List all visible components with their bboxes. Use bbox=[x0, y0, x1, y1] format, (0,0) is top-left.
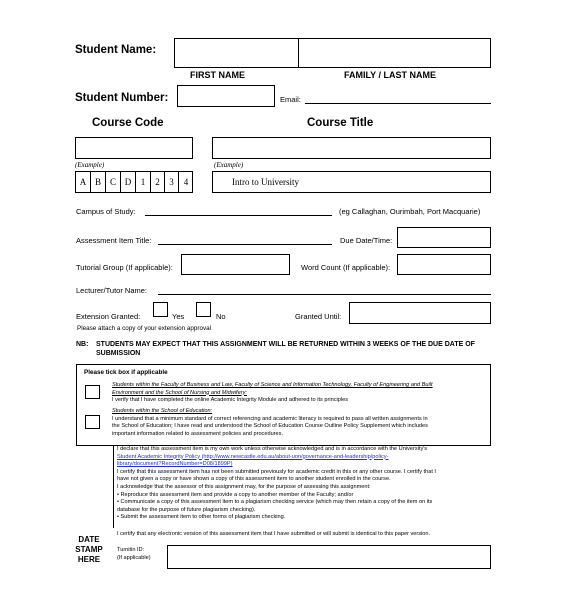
code-char: D bbox=[121, 172, 136, 192]
campus-label: Campus of Study: bbox=[76, 207, 136, 216]
tick-checkbox-1[interactable] bbox=[85, 385, 100, 399]
family-name-caption: FAMILY / LAST NAME bbox=[344, 70, 437, 80]
stamp-line-1: DATE bbox=[78, 535, 100, 544]
campus-field[interactable] bbox=[145, 215, 332, 216]
course-code-example bbox=[75, 171, 193, 193]
yes-label: Yes bbox=[172, 312, 185, 321]
tick-item-1-line-2: Environment and the School of Nursing and Midwifery: bbox=[112, 389, 247, 396]
campus-example: (eg Callaghan, Ourimbah, Port Macquarie) bbox=[339, 207, 481, 216]
tick-item-2-line-2: I understand that a minimum standard of correct referencing and academic literacy is required to pass all written assignments in bbox=[112, 415, 428, 422]
declaration-line-4: I certify that this assessment item has not been submitted previously for academic credit in this or any other course. I certify that I bbox=[117, 468, 436, 475]
extension-note: Please attach a copy of your extension approval bbox=[77, 325, 212, 332]
tick-item-1-line-3: I verify that I have completed the online Academic Integrity Module and adhered to its principles bbox=[112, 397, 349, 404]
code-char: 2 bbox=[151, 172, 165, 192]
course-title-example-label: (Example) bbox=[214, 161, 244, 169]
turnitin-sublabel: (If applicable) bbox=[117, 554, 151, 561]
due-date-label: Due Date/Time: bbox=[340, 236, 393, 245]
turnitin-label: Turnitin ID: bbox=[117, 547, 145, 553]
integrity-policy-link-cont[interactable]: library/document?RecordNumber=D08/1899P) bbox=[117, 461, 233, 468]
stamp-line-3: HERE bbox=[77, 555, 101, 564]
lecturer-label: Lecturer/Tutor Name: bbox=[76, 286, 147, 295]
tick-item-2-line-4: important information related to assessment policies and procedures. bbox=[112, 430, 284, 437]
declaration-rule bbox=[113, 446, 114, 528]
declaration-line-6: I acknowledge that the assessor of this assignment may, for the purpose of assessing this assignment: bbox=[117, 484, 371, 490]
email-label: Email: bbox=[280, 95, 301, 104]
declaration-line-9: database for the purpose of future plagiarism checking). bbox=[117, 506, 256, 513]
tutorial-group-field[interactable] bbox=[181, 254, 290, 275]
tick-item-2-line-3: the School of Education; I have read and understood the School of Education Course Outline Policy Supplement which includes bbox=[112, 423, 428, 430]
code-char: 3 bbox=[165, 172, 179, 192]
tick-checkbox-2[interactable] bbox=[85, 415, 100, 429]
granted-until-field[interactable] bbox=[349, 302, 491, 324]
tick-section-heading: Please tick box if applicable bbox=[84, 369, 168, 376]
tick-section bbox=[76, 364, 491, 446]
integrity-policy-link[interactable]: Student Academic Integrity Policy (http://www.newcastle.edu.au/about-uon/governance-and-leadership/policy- bbox=[117, 453, 389, 460]
code-char: 4 bbox=[183, 177, 189, 187]
due-date-field[interactable] bbox=[397, 227, 491, 248]
tick-item-1-line-1: Students within the Faculty of Business and Law, Faculty of Science and Information Technology, Faculty of Engineering and Built bbox=[112, 382, 433, 388]
word-count-field[interactable] bbox=[397, 254, 491, 275]
turnitin-id-field[interactable] bbox=[167, 545, 491, 569]
extension-yes-checkbox[interactable] bbox=[153, 302, 168, 317]
declaration-line-11: I certify that any electronic version of this assessment item that I have submitted or will submit is identical to this paper version. bbox=[117, 531, 431, 537]
course-code-field[interactable] bbox=[75, 137, 193, 159]
nb-prefix: NB: bbox=[76, 341, 89, 348]
student-name-label: Student Name: bbox=[75, 44, 157, 56]
name-divider bbox=[298, 39, 299, 67]
code-char: A bbox=[76, 172, 91, 192]
declaration-line-8: • Communicate a copy of this assessment item to a plagiarism checking service (which may then retain a copy of the item on its bbox=[117, 499, 433, 506]
assessment-item-label: Assessment Item Title: bbox=[76, 236, 152, 245]
course-title-heading: Course Title bbox=[307, 117, 374, 129]
course-code-heading: Course Code bbox=[92, 117, 164, 129]
granted-until-label: Granted Until: bbox=[295, 312, 342, 321]
lecturer-field[interactable] bbox=[158, 294, 491, 295]
extension-label: Extension Granted: bbox=[76, 312, 141, 321]
student-number-field[interactable] bbox=[177, 85, 275, 107]
code-char: B bbox=[91, 172, 106, 192]
tutorial-group-label: Tutorial Group (If applicable): bbox=[76, 263, 173, 272]
declaration-line-7: • Reproduce this assessment item and provide a copy to another member of the Faculty; and/or bbox=[117, 491, 354, 498]
extension-no-checkbox[interactable] bbox=[196, 302, 211, 317]
nb-line-1: STUDENTS MAY EXPECT THAT THIS ASSIGNMENT WILL BE RETURNED WITHIN 3 WEEKS OF THE DUE DATE OF bbox=[96, 341, 475, 348]
declaration-line-1: I declare that this assessment item is my own work unless otherwise acknowledged and is in accordance with the University's bbox=[117, 446, 428, 452]
course-code-example-label: (Example) bbox=[75, 161, 105, 169]
course-title-example bbox=[212, 171, 491, 193]
course-title-field[interactable] bbox=[212, 137, 491, 159]
student-number-label: Student Number: bbox=[75, 92, 169, 104]
code-char: C bbox=[106, 172, 121, 192]
assessment-item-field[interactable] bbox=[158, 244, 332, 245]
word-count-label: Word Count (If applicable): bbox=[301, 263, 391, 272]
no-label: No bbox=[216, 312, 226, 321]
code-char: 1 bbox=[136, 172, 151, 192]
declaration-line-10: • Submit the assessment item to other forms of plagiarism checking. bbox=[117, 514, 286, 521]
tick-item-2-line-1: Students within the School of Education: bbox=[112, 408, 213, 414]
email-field[interactable] bbox=[305, 103, 491, 104]
declaration-line-5: have not given a copy or have shown a copy of this assessment item to another student enrolled in the course. bbox=[117, 476, 391, 483]
stamp-line-2: STAMP bbox=[75, 545, 103, 554]
nb-line-2: SUBMISSION bbox=[96, 350, 141, 357]
first-name-caption: FIRST NAME bbox=[190, 70, 245, 80]
course-title-example-text: Intro to University bbox=[232, 177, 299, 187]
student-name-field[interactable] bbox=[174, 38, 491, 68]
